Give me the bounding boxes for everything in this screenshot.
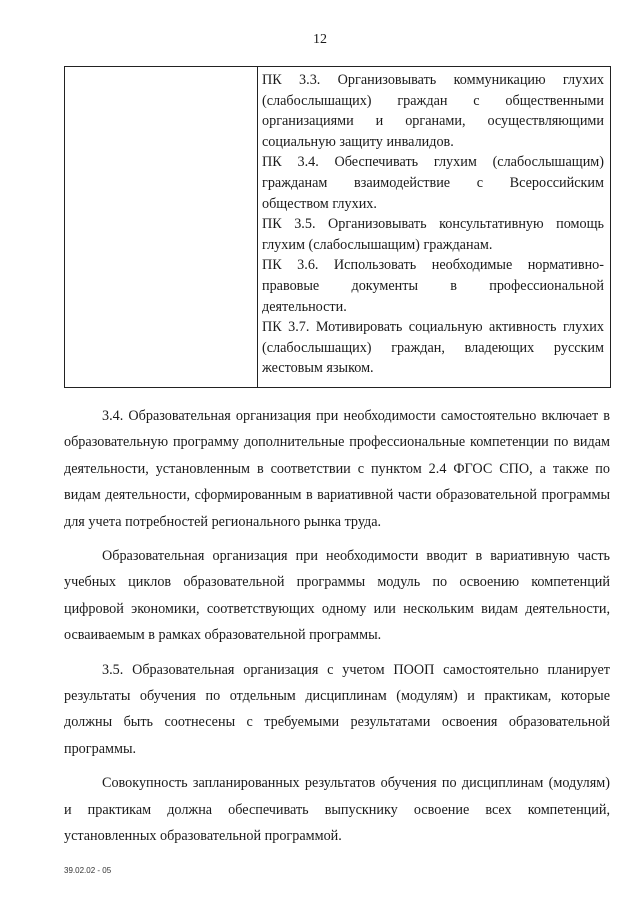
table-row: [65, 67, 611, 388]
paragraph-digital-economy: Образовательная организация при необходимости вводит в вариативную часть учебных циклов образовательной программы модуль по освоению компетенций цифровой экономики, соответствующих одному или нескольким видам деятельности, осваиваемым в рамках образовательной программы.: [64, 548, 610, 644]
paragraph-3-4: 3.4. Образовательная организация при необходимости самостоятельно включает в образовательную программу дополнительные профессиональные компетенции по видам деятельности, установленным в соответствии с пунктом 2.4 ФГОС СПО, а также по видам деятельности, сформированным в вариативной части образовательной программы для учета потребностей регионального рынка труда.: [64, 408, 610, 530]
table-cell-empty: [65, 67, 258, 388]
competency-pk-3-7: ПК 3.7. Мотивировать социальную активность глухих (слабослышащих) граждан, владеющих русским жестовым языком.: [262, 319, 604, 377]
competency-pk-3-5: ПК 3.5. Организовывать консультативную помощь глухим (слабослышащим) гражданам.: [262, 216, 604, 253]
footer-code: 39.02.02 - 05: [64, 866, 112, 875]
competencies-table: [64, 66, 611, 388]
body-text: [64, 403, 610, 858]
page-number: 12: [313, 32, 327, 47]
competency-pk-3-3: ПК 3.3. Организовывать коммуникацию глухих (слабослышащих) граждан с общественными организациями и органами, осуществляющими социальную защиту инвалидов.: [262, 72, 604, 150]
competency-pk-3-4: ПК 3.4. Обеспечивать глухим (слабослышащим) гражданам взаимодействие с Всероссийским обществом глухих.: [262, 154, 604, 212]
table-cell-competencies: [258, 67, 611, 388]
competency-pk-3-6: ПК 3.6. Использовать необходимые нормативно-правовые документы в профессиональной деятельности.: [262, 257, 604, 315]
paragraph-3-5: 3.5. Образовательная организация с учетом ПООП самостоятельно планирует результаты обучения по отдельным дисциплинам (модулям) и практикам, которые должны быть соотнесены с требуемыми результатами освоения образовательной программы.: [64, 661, 610, 757]
paragraph-planned-results: Совокупность запланированных результатов обучения по дисциплинам (модулям) и практикам должна обеспечивать выпускнику освоение всех компетенций, установленных образовательной программой.: [64, 775, 610, 845]
